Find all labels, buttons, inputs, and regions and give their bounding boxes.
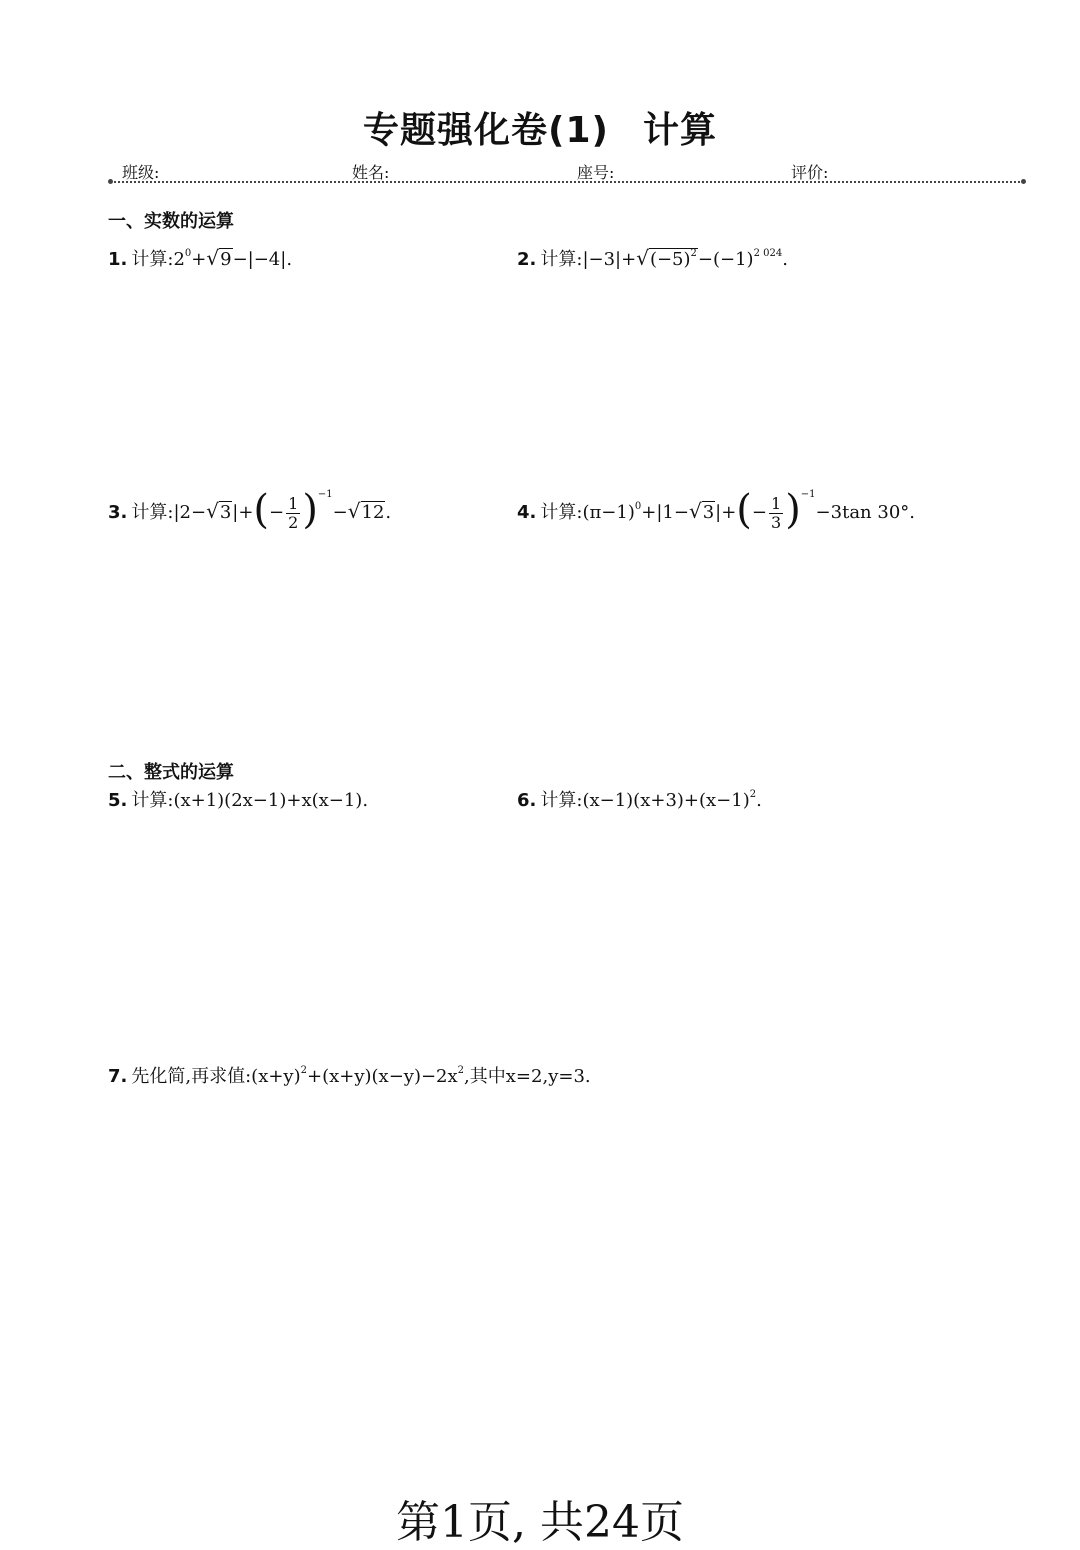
problem-3 xyxy=(108,487,392,533)
problem-2 xyxy=(517,248,788,269)
section-heading-real-numbers: 一、实数的运算 xyxy=(108,211,234,232)
problem-prompt: 计算: xyxy=(131,249,174,270)
condition-text: ,其中 xyxy=(464,1066,506,1087)
fraction: $\frac{1}{2}$ xyxy=(288,493,299,532)
name-field-label: 姓名: xyxy=(352,163,390,182)
problem-prompt: 计算: xyxy=(540,249,583,270)
radical: $√(-5)^2$ xyxy=(636,246,697,270)
radical: √12 xyxy=(347,499,385,523)
problem-number: 4. xyxy=(517,502,537,523)
class-field-label: 班级: xyxy=(122,163,160,182)
fraction: $\frac{1}{3}$ xyxy=(771,493,782,532)
math-expression: $(x+y)^2+(x+y)(x-y)-2x^2$ xyxy=(251,1065,465,1087)
radical: √9 xyxy=(206,246,232,270)
math-expression: $(x-1)(x+3)+(x-1)^2$. xyxy=(582,789,762,811)
problem-7 xyxy=(108,1065,591,1087)
seat-field-label: 座号: xyxy=(577,163,615,182)
problem-5 xyxy=(108,792,368,810)
problem-number: 5. xyxy=(108,790,128,811)
problem-4 xyxy=(517,487,915,533)
problem-1 xyxy=(108,248,292,269)
math-expression: (x+1)(2x−1)+x(x−1). xyxy=(173,790,369,811)
radical: √3 xyxy=(206,499,232,523)
problem-number: 2. xyxy=(517,249,537,270)
page-number-footer: 第1页, 共24页 xyxy=(396,1497,684,1548)
page-title xyxy=(0,102,1080,153)
radical: √3 xyxy=(688,499,715,523)
math-expression: $|-3|+√(-5)^2-(-1)^{2 024}$. xyxy=(582,246,788,270)
title-main: 专题强化卷(1) xyxy=(363,110,609,151)
title-sub: 计算 xyxy=(642,110,717,151)
problem-number: 6. xyxy=(517,790,537,811)
header-divider xyxy=(110,181,1024,183)
problem-prompt: 计算: xyxy=(131,790,174,811)
problem-number: 7. xyxy=(108,1066,128,1087)
problem-prompt: 先化简,再求值: xyxy=(131,1066,252,1087)
problem-6 xyxy=(517,789,762,811)
problem-prompt: 计算: xyxy=(131,502,174,523)
problem-prompt: 计算: xyxy=(540,502,583,523)
evaluation-field-label: 评价: xyxy=(791,163,829,182)
given-values: x=2,y=3. xyxy=(505,1066,591,1087)
problem-number: 1. xyxy=(108,249,128,270)
section-heading-polynomials: 二、整式的运算 xyxy=(108,762,234,783)
math-expression: $(\pi-1)^0+|1-√3|+(-$ $\frac{1}{3}$ )$^{-1}$−3tan 30°. xyxy=(582,487,915,533)
problem-number: 3. xyxy=(108,502,128,523)
math-expression: |2−√3|+(− $\frac{1}{2}$ )$^{-1}$−√12. xyxy=(173,487,392,533)
math-expression: $2^0+√9-|-4|$. xyxy=(173,246,293,270)
problem-prompt: 计算: xyxy=(540,790,583,811)
